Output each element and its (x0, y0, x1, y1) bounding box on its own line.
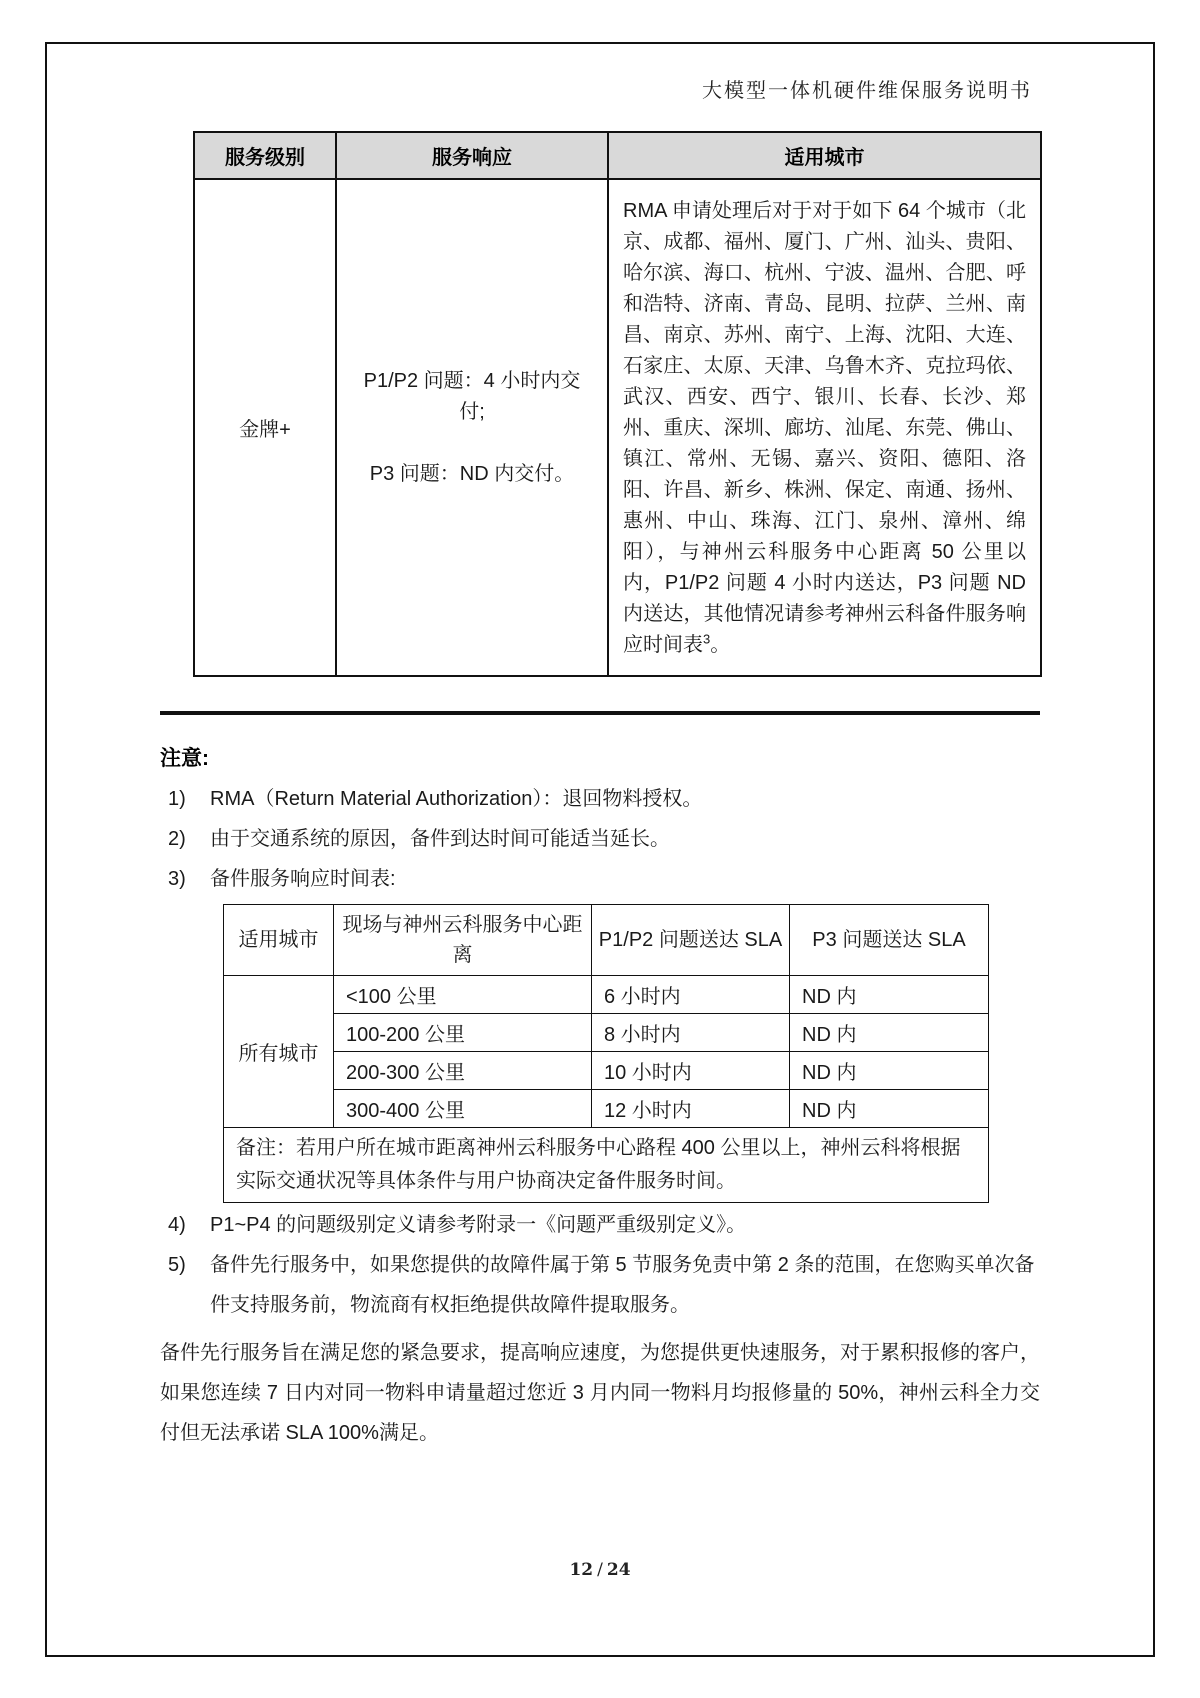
response-line-2: P3 问题：ND 内交付。 (369, 462, 575, 485)
note-text: 备件先行服务中，如果您提供的故障件属于第 5 节服务免责中第 2 条的范围，在您购买单次备件支持服务前，物流商有权拒绝提供故障件提取服务。 (210, 1254, 1035, 1316)
service-level-cell: 金牌+ (194, 179, 336, 676)
applicable-cities-cell (608, 179, 1041, 676)
spare-table-note-row (224, 1128, 989, 1203)
col-header-applicable-cities: 适用城市 (608, 132, 1041, 179)
note-text: 备件服务响应时间表: (210, 868, 396, 890)
note-number: 1) (168, 788, 186, 810)
col-header-service-level: 服务级别 (194, 132, 336, 179)
service-table-row (194, 179, 1041, 676)
col-header-p3-sla: P3 问题送达 SLA (790, 905, 989, 976)
note-number: 5) (168, 1254, 186, 1276)
service-level-table (193, 131, 1042, 677)
note-number: 3) (168, 868, 186, 890)
p1p2-sla-cell: 10 小时内 (592, 1052, 790, 1090)
p3-sla-cell: ND 内 (790, 1090, 989, 1128)
p3-sla-cell: ND 内 (790, 1052, 989, 1090)
note-item-4 (160, 1205, 1040, 1245)
spare-table-row (224, 1014, 989, 1052)
p1p2-sla-cell: 8 小时内 (592, 1014, 790, 1052)
response-line-1: P1/P2 问题：4 小时内交付; (363, 369, 581, 423)
spare-table-row (224, 1052, 989, 1090)
distance-cell: 100-200 公里 (334, 1014, 592, 1052)
note-number: 4) (168, 1214, 186, 1236)
spare-table-row (224, 1090, 989, 1128)
note-item-5 (160, 1245, 1040, 1325)
distance-cell: 300-400 公里 (334, 1090, 592, 1128)
page-number-footer (0, 1560, 1200, 1580)
col-header-service-response: 服务响应 (336, 132, 608, 179)
table-note-cell: 备注：若用户所在城市距离神州云科服务中心路程 400 公里以上，神州云科将根据实际交通状况等具体条件与用户协商决定备件服务时间。 (224, 1128, 989, 1203)
note-item-3 (160, 859, 1040, 899)
note-number: 2) (168, 828, 186, 850)
total-page-number: 24 (606, 1560, 631, 1580)
service-response-cell (336, 179, 608, 676)
note-item-2 (160, 819, 1040, 859)
col-header-distance: 现场与神州云科服务中心距离 (334, 905, 592, 976)
page-number-separator: / (597, 1560, 603, 1580)
note-text: RMA（Return Material Authorization）：退回物料授权。 (210, 788, 703, 810)
spare-table-header-row (224, 905, 989, 976)
p3-sla-cell: ND 内 (790, 976, 989, 1014)
current-page-number: 12 (569, 1560, 594, 1580)
p1p2-sla-cell: 6 小时内 (592, 976, 790, 1014)
col-header-city-scope: 适用城市 (224, 905, 334, 976)
distance-cell: 200-300 公里 (334, 1052, 592, 1090)
col-header-p1p2-sla: P1/P2 问题送达 SLA (592, 905, 790, 976)
closing-paragraph: 备件先行服务旨在满足您的紧急要求，提高响应速度，为您提供更快速服务，对于累积报修的客户，如果您连续 7 日内对同一物料申请量超过您近 3 月内同一物料月均报修量的 50%，神州云科全力交付但无法承诺 SLA 100%满足。 (160, 1342, 1040, 1444)
note-text: 由于交通系统的原因，备件到达时间可能适当延长。 (210, 828, 670, 850)
page-content (160, 131, 1040, 1453)
notes-title: 注意: (160, 747, 209, 770)
footnote-reference: 3 (703, 631, 711, 647)
cities-text: RMA 申请处理后对于对于如下 64 个城市（北京、成都、福州、厦门、广州、汕头、贵阳、哈尔滨、海口、杭州、宁波、温州、合肥、呼和浩特、济南、青岛、昆明、拉萨、兰州、南昌、南京、苏州、南宁、上海、沈阳、大连、石家庄、太原、天津、乌鲁木齐、克拉玛依、武汉、西安、西宁、银川、长春、长沙、郑州、重庆、深圳、廊坊、汕尾、东莞、佛山、镇江、常州、无锡、嘉兴、资阳、德阳、洛阳、许昌、新乡、株洲、保定、南通、扬州、惠州、中山、珠海、江门、泉州、漳州、绵阳），与神州云科服务中心距离 50 公里以内，P1/P2 问题 4 小时内送达，P3 问题 ND 内送达，其他情况请参考神州云科备件服务响应时间表 (623, 200, 1026, 656)
note-text: P1~P4 的问题级别定义请参考附录一《问题严重级别定义》。 (210, 1214, 747, 1236)
p3-sla-cell: ND 内 (790, 1014, 989, 1052)
running-header-title: 大模型一体机硬件维保服务说明书 (702, 78, 1032, 102)
city-group-cell: 所有城市 (224, 976, 334, 1128)
cities-text-suffix: 。 (710, 634, 731, 656)
section-divider-rule (160, 711, 1040, 715)
spare-table-row (224, 976, 989, 1014)
note-item-1 (160, 779, 1040, 819)
service-table-header-row (194, 132, 1041, 179)
distance-cell: <100 公里 (334, 976, 592, 1014)
p1p2-sla-cell: 12 小时内 (592, 1090, 790, 1128)
spare-parts-sla-table (223, 904, 989, 1203)
